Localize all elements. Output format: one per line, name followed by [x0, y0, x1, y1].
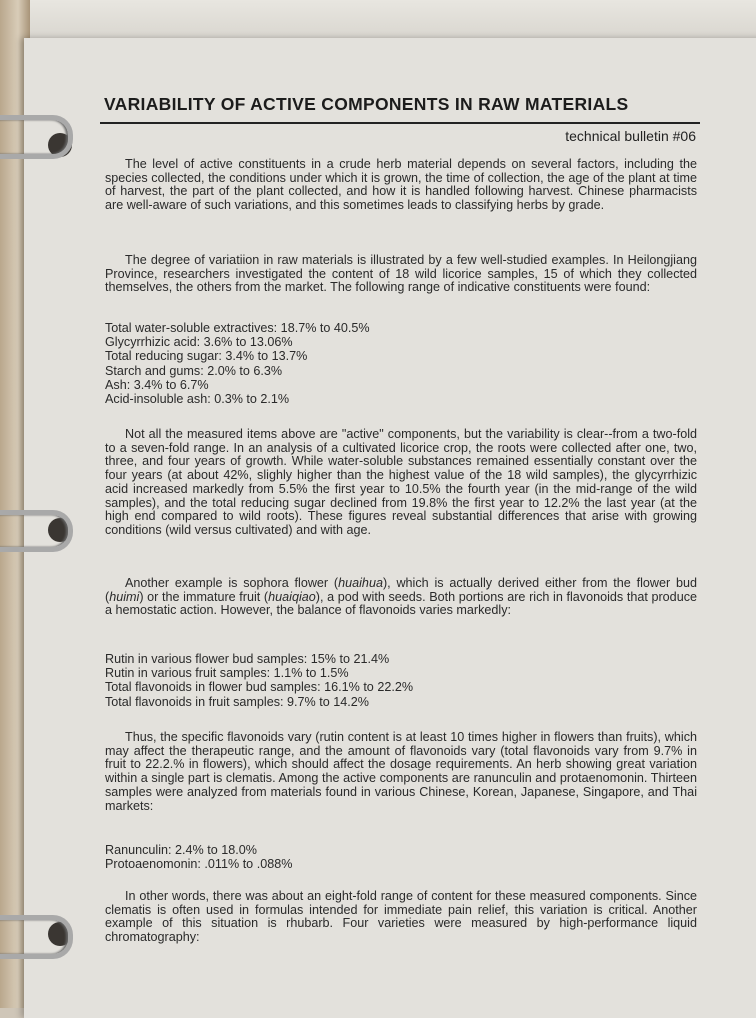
sophora-list	[105, 652, 413, 709]
title-rule	[100, 122, 700, 124]
paragraph: The level of active constituents in a crude herb material depends on several factors, including the species collected, the conditions under which it is grown, the time of collection, the age of the plant at time of harvest, the part of the plant collected, and how it is handled following harvest. Chinese pharmacists are well-aware of such variations, and this sometimes leads to classifying herbs by grade.	[105, 157, 697, 213]
binder-ring	[0, 915, 73, 959]
text: ), which is actually derived either from the flower bud (	[105, 576, 697, 604]
paragraph: In other words, there was about an eight-fold range of content for these measured components. Since clematis is often used in formulas intended for immediate pain relief, this variation is critical. Another example of this situation is rhubarb. Four varieties were measured by high-performance liquid chromatography:	[105, 889, 697, 945]
term: huaihua	[338, 576, 383, 590]
list-item: Glycyrrhizic acid: 3.6% to 13.06%	[105, 335, 293, 350]
list-item: Total reducing sugar: 3.4% to 13.7%	[105, 349, 308, 364]
list-item: Acid-insoluble ash: 0.3% to 2.1%	[105, 392, 290, 407]
paragraph: Not all the measured items above are "active" components, but the variability is clear--from a two-fold to a seven-fold range. In an analysis of a cultivated licorice crop, the roots were collected after one, two, three, and four years of growth. While water-soluble substances remained essentially constant over the four years (at about 42%, slighly higher than the highest value of the 18 wild samples), the glycyrrhizic acid increased markedly from 5.5% the first year to 10.5% the fourth year (in the mid-range of the wild samples), and the total reducing sugar declined from 19.8% the first year to 12.2% the last year (at the high end compared to wild roots). These figures reveal substantial differences that arise with growing conditions (wild versus cultivated) and with age.	[105, 427, 697, 537]
list-item: Rutin in various fruit samples: 1.1% to 1.5%	[105, 666, 349, 681]
clematis-list	[105, 843, 292, 871]
text: ) or the immature fruit (	[139, 589, 269, 604]
binder-ring	[0, 115, 73, 159]
term: huimi	[109, 589, 140, 604]
text: ), a pod with seeds. Both portions are rich in flavonoids that produce a hemostatic action. However, the balance of flavonoids varies markedly:	[105, 589, 697, 618]
paragraph-sophora	[105, 577, 697, 618]
background-page-edge	[0, 0, 756, 40]
list-item: Rutin in various flower bud samples: 15% to 21.4%	[105, 652, 390, 666]
list-item: Total flavonoids in fruit samples: 9.7% to 14.2%	[105, 694, 369, 709]
list-item: Starch and gums: 2.0% to 6.3%	[105, 363, 283, 378]
licorice-list	[105, 321, 370, 406]
list-item: Total water-soluble extractives: 18.7% to 40.5%	[105, 321, 370, 335]
list-item: Ranunculin: 2.4% to 18.0%	[105, 843, 257, 857]
list-item: Ash: 3.4% to 6.7%	[105, 377, 209, 392]
page-title: VARIABILITY OF ACTIVE COMPONENTS IN RAW MATERIALS	[104, 94, 629, 114]
text: Another example is sophora flower (	[125, 576, 339, 590]
list-item: Total flavonoids in flower bud samples: 16.1% to 22.2%	[105, 680, 414, 695]
term: huaiqiao	[268, 589, 316, 604]
paragraph: Thus, the specific flavonoids vary (rutin content is at least 10 times higher in flowers than fruits), which may affect the therapeutic range, and the amount of flavonoids vary (total flavonoids vary from 9.7% in fruit to 22.2.% in flowers), which should affect the dosage requirements. An herb showing great variation within a single part is clematis. Among the active components are ranunculin and protaenomonin. Thirteen samples were analyzed from materials found in various Chinese, Korean, Japanese, Singapore, and Thai markets:	[105, 730, 697, 813]
binder-ring	[0, 510, 73, 552]
paragraph: The degree of variatiion in raw materials is illustrated by a few well-studied examples. In Heilongjiang Province, researchers investigated the content of 18 wild licorice samples, 15 of which they collected themselves, the others from the market. The following range of indicative constituents were found:	[105, 253, 697, 295]
list-item: Protoaenomonin: .011% to .088%	[105, 857, 293, 872]
bulletin-number: technical bulletin #06	[565, 128, 696, 144]
